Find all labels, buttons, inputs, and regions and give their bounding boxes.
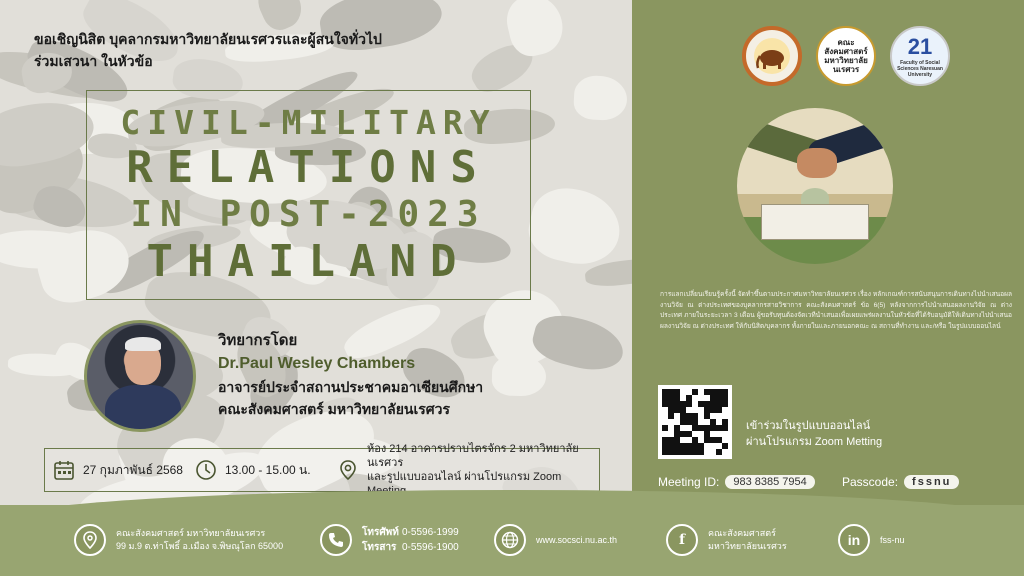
meeting-id-label: Meeting ID: <box>658 475 720 489</box>
online-info <box>746 418 882 450</box>
event-place-line-1: ห้อง 214 อาคารปราบไตรจักร 2 มหาวิทยาลัยนเรศวร <box>366 443 579 469</box>
location-pin-icon <box>74 524 106 556</box>
title-line-3: IN POST-2023 <box>130 194 487 235</box>
faculty-logo-text: คณะสังคมศาสตร์ มหาวิทยาลัยนเรศวร <box>824 38 868 74</box>
event-date-text: 27 กุมภาพันธ์ 2568 <box>83 462 183 477</box>
anniversary-number: 21 <box>907 34 933 59</box>
invitation-line-2: ร่วมเสวนา ในหัวข้อ <box>34 53 153 69</box>
linkedin-handle: fss-nu <box>880 534 905 545</box>
facebook-line-2: มหาวิทยาลัยนเรศวร <box>708 541 787 551</box>
speaker-info <box>218 330 483 420</box>
description-text: การแลกเปลี่ยนเรียนรู้ครั้งนี้ จัดทำขึ้นตามประกาศมหาวิทยาลัยนเรศวร เรื่อง หลักเกณฑ์การสนับสนุนการเดินทางไปนำเสนอผลงานวิจัย ณ ต่างประเทศของบุคลากรสายวิชาการ คณะสังคมศาสตร์ ข้อ 6(5) หลังจากการไปนำเสนอผลงานวิจัย ณ ต่างประเทศ ภายในระยะเวลา 3 เดือน ผู้ขอรับทุนต้องจัดเวทีนำเสนอเพื่อเผยแพร่ผลงานในหัวข้อที่ได้รับอนุมัติให้เดินทางไปนำเสนอผลงานวิจัย ณ ต่างประเทศ ให้กับนิสิต/บุคลากร ทั้งภายในและภายนอกคณะ ณ สถานที่ทำงาน และ/หรือ ในรูปแบบออนไลน์ <box>660 291 1012 330</box>
online-line-2: ผ่านโปรแกรม Zoom Metting <box>746 436 883 448</box>
event-date <box>53 459 185 481</box>
location-pin-icon <box>337 459 359 481</box>
speaker-label: วิทยากรโดย <box>218 332 298 349</box>
logo-row <box>742 26 950 86</box>
speaker-position-1: อาจารย์ประจำสถานประชาคมอาเซียนศึกษา <box>218 379 484 395</box>
passcode <box>842 475 959 489</box>
online-line-1: เข้าร่วมในรูปแบบออนไลน์ <box>746 420 871 432</box>
social-sciences-faculty-logo <box>816 26 876 86</box>
globe-icon <box>494 524 526 556</box>
anniversary-text: Faculty of Social Sciences Naresuan University <box>897 60 943 78</box>
facebook-line-1: คณะสังคมศาสตร์ <box>708 528 776 538</box>
event-time-text: 13.00 - 15.00 น. <box>224 462 311 477</box>
title-line-2: RELATIONS <box>126 142 491 193</box>
passcode-value: fssnu <box>904 475 959 489</box>
event-time <box>195 459 327 481</box>
facebook-icon: f <box>666 524 698 556</box>
fax-value: 0-5596-1900 <box>402 542 459 553</box>
elephant-icon <box>752 36 792 76</box>
passcode-label: Passcode: <box>842 475 899 489</box>
fax-label: โทรสาร <box>362 542 397 553</box>
footer-facebook[interactable] <box>666 524 787 556</box>
footer-address-line-1: คณะสังคมศาสตร์ มหาวิทยาลัยนเรศวร <box>116 528 266 538</box>
event-place-line-2: และรูปแบบออนไลน์ ผ่านโปรแกรม Zoom <box>366 471 562 483</box>
meeting-id-value: 983 8385 7954 <box>725 475 814 489</box>
naresuan-university-logo <box>742 26 802 86</box>
handshake-image <box>737 108 893 264</box>
title-line-4: THAILAND <box>146 236 471 287</box>
footer-linkedin[interactable] <box>838 524 905 556</box>
tel-value[interactable]: 0-5596-1999 <box>402 527 459 538</box>
invitation-line-1: ขอเชิญนิสิต บุคลากรมหาวิทยาลัยนเรศวรและผู้สนใจทั่วไป <box>34 31 382 47</box>
event-details-bar <box>44 443 600 492</box>
phone-icon <box>320 524 352 556</box>
title-line-1: CIVIL-MILITARY <box>120 103 497 142</box>
tel-label: โทรศัพท์ <box>362 527 399 538</box>
website-link[interactable]: www.socsci.nu.ac.th <box>536 534 618 545</box>
footer-phone <box>320 524 459 556</box>
clock-icon <box>195 459 217 481</box>
faculty-21st-anniversary-logo <box>890 26 950 86</box>
footer-address-line-2: 99 ม.9 ต.ท่าโพธิ์ อ.เมือง จ.พิษณุโลก 65000 <box>116 541 284 551</box>
footer-website[interactable] <box>494 524 617 556</box>
speaker-name: Dr.Paul Wesley Chambers <box>218 355 416 372</box>
qr-code[interactable] <box>658 385 732 459</box>
calendar-icon <box>53 459 75 481</box>
invitation-text <box>34 28 454 72</box>
linkedin-icon: in <box>838 524 870 556</box>
speaker-photo <box>84 320 196 432</box>
title-box <box>86 90 531 300</box>
qr-code-pattern <box>662 389 728 455</box>
speaker-position-2: คณะสังคมศาสตร์ มหาวิทยาลัยนเรศวร <box>218 401 451 417</box>
footer-address <box>74 524 283 556</box>
meeting-id <box>658 475 815 489</box>
